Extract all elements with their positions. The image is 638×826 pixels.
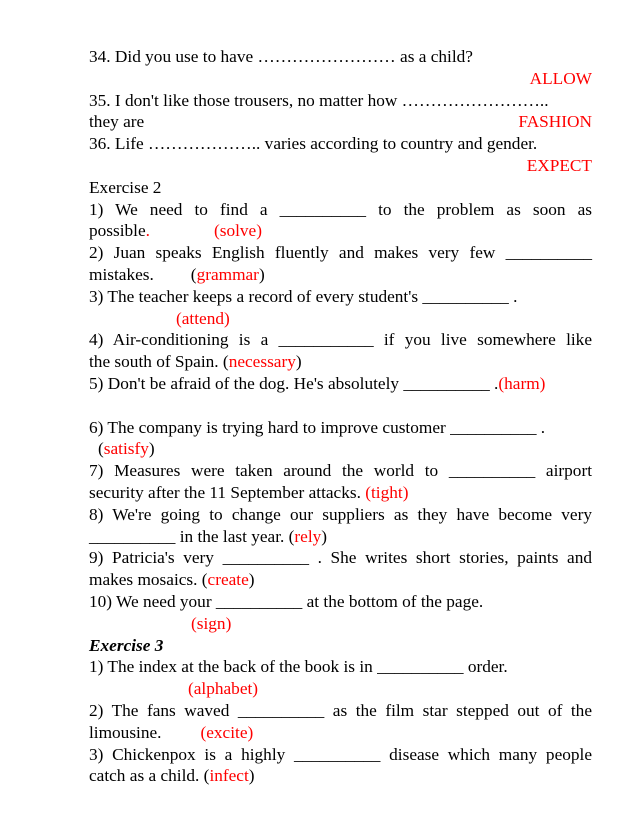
ex2-item-1-line-1: 1) We need to find a __________ to the problem as soon as (89, 199, 592, 219)
ex2-item-4-line-2 (89, 351, 592, 373)
q35-continuation: they are (89, 112, 145, 132)
worksheet-page (89, 46, 592, 787)
ex2-item-7-line-1: 7) Measures were taken around the world to __________ airport (89, 461, 592, 481)
exercise-3-heading: Exercise 3 (89, 635, 164, 655)
ex2-item-3-line-2 (89, 308, 592, 330)
ex3-item-2-line-2 (89, 722, 592, 744)
ex2-item-5-keyword: (harm) (498, 373, 546, 393)
ex2-item-4-continuation: the south of Spain. ( (89, 352, 229, 372)
ex2-item-7-continuation: security after the 11 September attacks. (89, 482, 361, 502)
ex2-item-10-line-1: 10) We need your __________ at the bottom of the page. (89, 591, 484, 611)
ex2-item-10-keyword: (sign) (191, 613, 232, 633)
ex3-item-2-keyword: (excite) (200, 722, 254, 742)
ex3-item-1-line-2 (89, 678, 592, 700)
ex2-item-1-continuation: possible (89, 221, 146, 241)
ex2-item-8-continuation: __________ in the last year. ( (89, 526, 295, 546)
spacer (89, 395, 592, 417)
ex2-item-4-line-1: 4) Air-conditioning is a ___________ if you live somewhere like (89, 330, 592, 350)
q34-keyword: ALLOW (529, 68, 592, 88)
ex2-item-9-continuation: makes mosaics. ( (89, 570, 208, 590)
q36-keyword: EXPECT (526, 155, 592, 175)
ex2-item-10-line-2 (89, 613, 592, 635)
q36-line: 36. Life ……………….. varies according to country and gender. (89, 134, 538, 154)
ex2-item-8-line-1: 8) We're going to change our suppliers as they have become very (89, 504, 592, 524)
q35-line-2 (89, 111, 592, 133)
ex2-item-9-line-2 (89, 569, 592, 591)
ex2-item-6-line-1: 6) The company is trying hard to improve customer __________ . (89, 417, 546, 437)
ex2-item-2-keyword: grammar (196, 264, 259, 284)
ex2-item-8-close-paren: ) (321, 526, 328, 546)
ex2-item-1-line-2 (89, 220, 592, 242)
ex2-item-2-line-2 (89, 264, 592, 286)
ex2-item-8-keyword: rely (294, 526, 322, 546)
ex3-item-3-keyword: infect (209, 766, 249, 786)
q34-line: 34. Did you use to have …………………… as a child? (89, 47, 473, 66)
ex2-item-1-dot: . (145, 221, 150, 241)
ex3-item-3-line-1: 3) Chickenpox is a highly __________ disease which many people (89, 744, 592, 764)
ex2-item-5-text: 5) Don't be afraid of the dog. He's absolutely __________ . (89, 373, 499, 393)
ex2-item-7-keyword: (tight) (365, 482, 409, 502)
exercise-2-heading: Exercise 2 (89, 177, 162, 197)
ex2-item-9-close-paren: ) (248, 570, 255, 590)
ex2-item-6-line-2 (89, 438, 592, 460)
ex2-item-9-line-1: 9) Patricia's very __________ . She writes short stories, paints and (89, 548, 592, 568)
ex3-item-3-line-2 (89, 765, 592, 787)
ex2-item-7-line-2 (89, 482, 592, 504)
ex2-item-2-close-paren: ) (258, 264, 265, 284)
ex2-item-5-line-1 (89, 373, 592, 395)
ex2-item-3-line-1: 3) The teacher keeps a record of every student's __________ . (89, 286, 518, 306)
ex2-item-4-keyword: necessary (228, 352, 296, 372)
ex3-item-1-line-1: 1) The index at the back of the book is in __________ order. (89, 657, 508, 677)
ex2-item-6-keyword: satisfy (103, 439, 149, 459)
ex3-item-3-close-paren: ) (248, 766, 255, 786)
ex3-item-2-line-1: 2) The fans waved __________ as the film star stepped out of the (89, 700, 592, 720)
ex2-item-4-close-paren: ) (295, 352, 302, 372)
q35-keyword: FASHION (518, 112, 592, 132)
ex2-item-2-continuation: mistakes. (89, 264, 154, 284)
q35-line: 35. I don't like those trousers, no matter how …………………….. (89, 90, 549, 110)
ex2-item-6-open-paren: ( (98, 439, 104, 459)
ex2-item-2-line-1: 2) Juan speaks English fluently and makes very few __________ (89, 243, 592, 263)
ex2-item-3-keyword: (attend) (176, 308, 230, 328)
ex2-item-2-open-paren: ( (190, 264, 197, 284)
ex2-item-1-keyword: (solve) (213, 221, 262, 241)
ex2-item-6-close-paren: ) (148, 439, 155, 459)
ex3-item-2-continuation: limousine. (89, 722, 162, 742)
ex3-item-1-keyword: (alphabet) (188, 679, 259, 699)
ex3-item-3-continuation: catch as a child. ( (89, 766, 210, 786)
ex2-item-9-keyword: create (207, 570, 249, 590)
ex2-item-8-line-2 (89, 526, 592, 548)
